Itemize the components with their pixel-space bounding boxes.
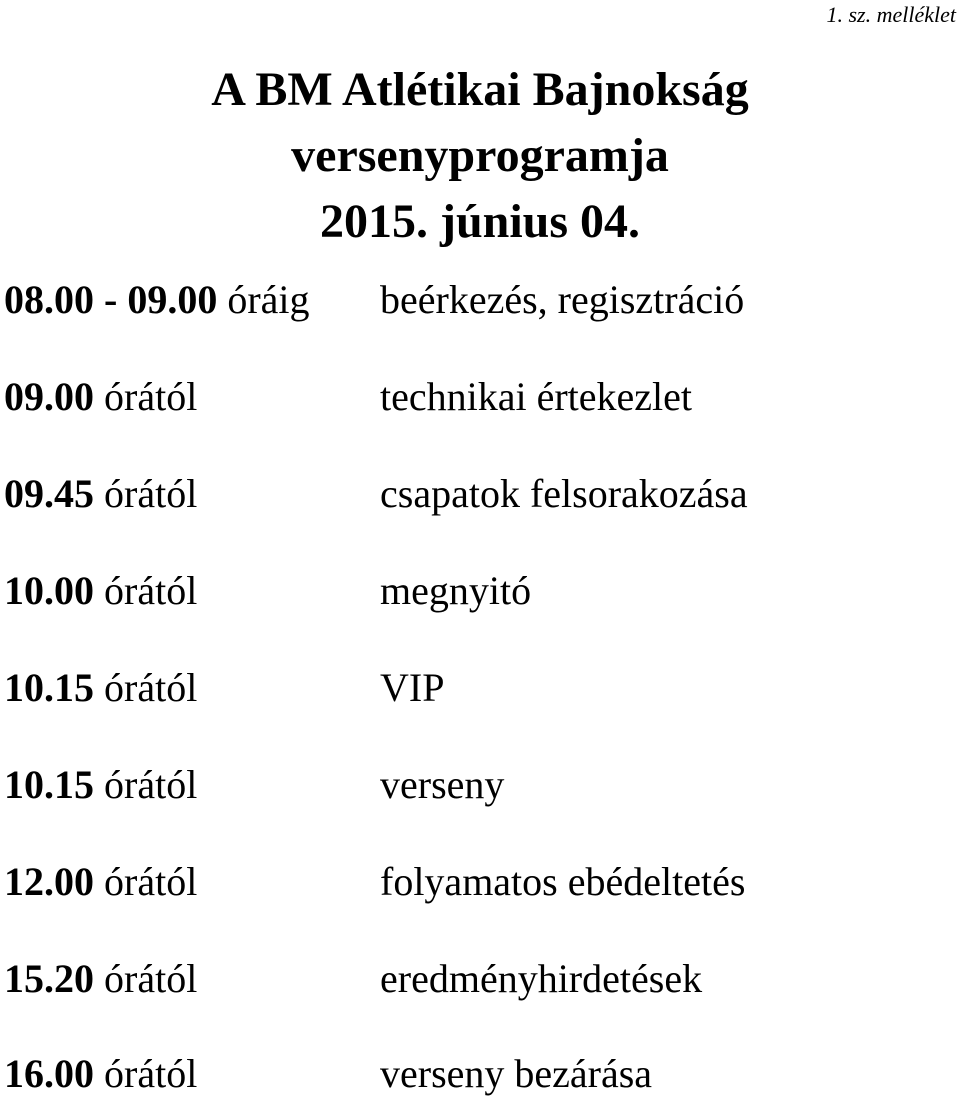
time-suffix: órától — [104, 762, 198, 807]
time-value: 10.15 — [4, 762, 94, 807]
schedule-time — [4, 856, 197, 908]
schedule-time — [4, 759, 197, 811]
schedule-row — [0, 468, 960, 520]
time-value: 10.15 — [4, 665, 94, 710]
time-value: 08.00 - 09.00 — [4, 277, 218, 322]
time-suffix: óráig — [227, 277, 310, 322]
schedule-time — [4, 371, 197, 423]
title-line-1: A BM Atlétikai Bajnokság — [211, 63, 749, 116]
schedule-event: technikai értekezlet — [380, 374, 693, 419]
schedule-time — [4, 468, 197, 520]
time-value: 09.45 — [4, 471, 94, 516]
time-value: 15.20 — [4, 956, 94, 1001]
schedule-row — [0, 371, 960, 423]
schedule-time — [4, 1048, 197, 1100]
schedule-event: verseny — [380, 762, 505, 807]
time-value: 09.00 — [4, 374, 94, 419]
time-suffix: órától — [104, 471, 198, 516]
schedule-row — [0, 856, 960, 908]
schedule-row — [0, 274, 960, 326]
time-suffix: órától — [104, 1051, 198, 1096]
schedule-event: beérkezés, regisztráció — [380, 277, 745, 322]
annex-label: 1. sz. melléklet — [826, 2, 956, 27]
schedule-row — [0, 662, 960, 714]
schedule-row — [0, 1048, 960, 1100]
schedule-event: megnyitó — [380, 568, 532, 613]
time-suffix: órától — [104, 956, 198, 1001]
schedule-event: verseny bezárása — [380, 1051, 653, 1096]
schedule-row — [0, 759, 960, 811]
time-value: 12.00 — [4, 859, 94, 904]
schedule-event: csapatok felsorakozása — [380, 471, 748, 516]
schedule-time — [4, 953, 197, 1005]
schedule-event: VIP — [380, 665, 445, 710]
schedule-row — [0, 953, 960, 1005]
schedule-row — [0, 565, 960, 617]
schedule-time — [4, 565, 197, 617]
title-line-2: versenyprogramja — [291, 129, 669, 182]
time-suffix: órától — [104, 665, 198, 710]
time-value: 16.00 — [4, 1051, 94, 1096]
time-suffix: órától — [104, 374, 198, 419]
schedule-event: eredményhirdetések — [380, 956, 703, 1001]
schedule-event: folyamatos ebédeltetés — [380, 859, 746, 904]
title-line-3: 2015. június 04. — [319, 195, 641, 248]
time-suffix: órától — [104, 568, 198, 613]
time-value: 10.00 — [4, 568, 94, 613]
schedule-time — [4, 274, 310, 326]
time-suffix: órától — [104, 859, 198, 904]
schedule-time — [4, 662, 197, 714]
